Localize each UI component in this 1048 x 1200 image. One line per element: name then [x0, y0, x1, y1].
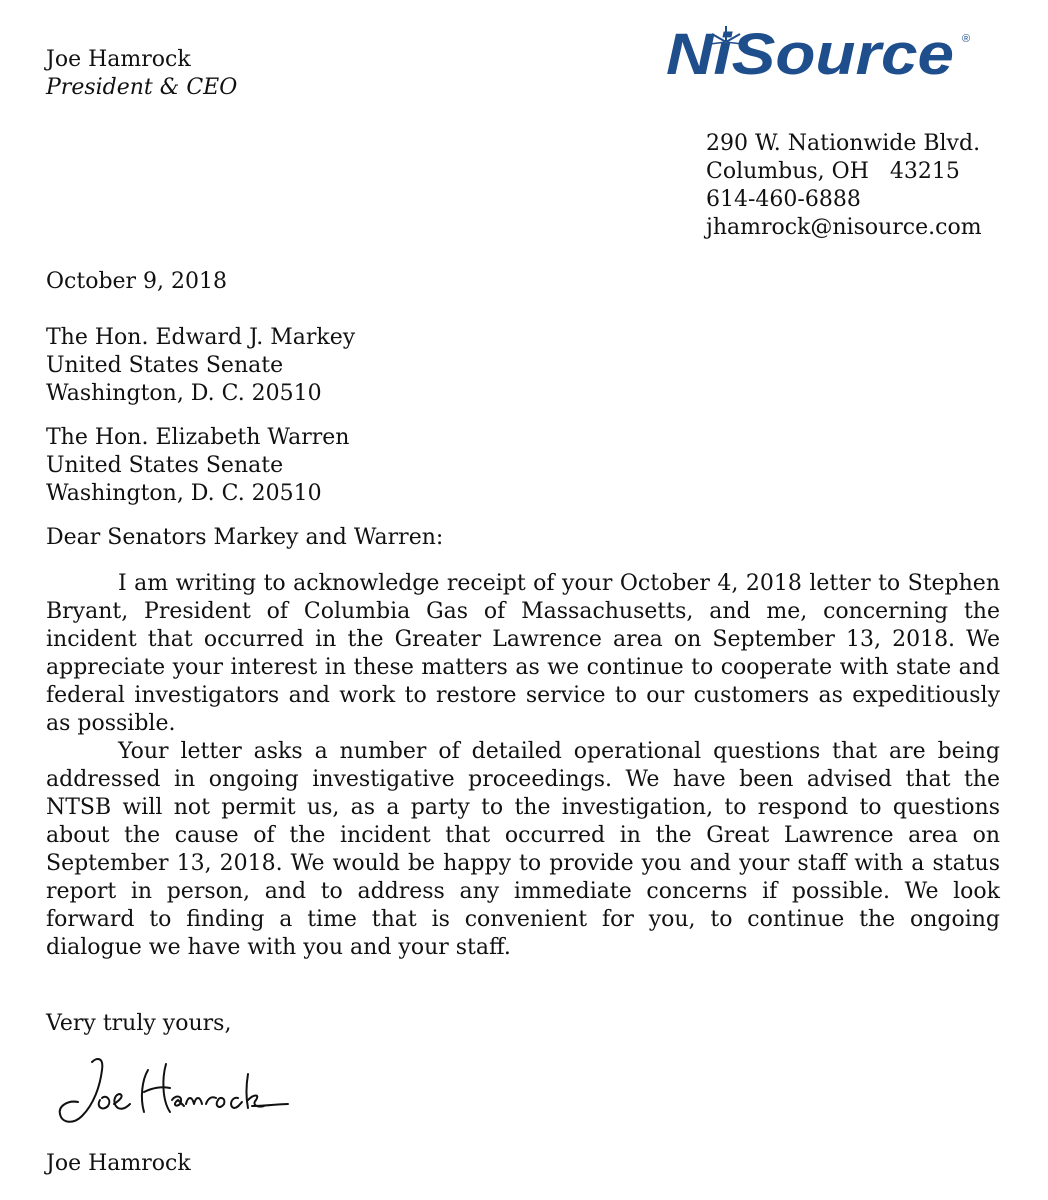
recipient-city: Washington, D. C. 20510	[46, 481, 322, 506]
letter-date: October 9, 2018	[46, 269, 228, 294]
body-paragraph: Your letter asks a number of detailed operational questions that are being addressed in ongoing investigative proceedings. We have been advised that the NTSB will not permit us, as a party to the investigation, to respond to questions about the cause of the incident that occurred in the Great Lawrence area on September 13, 2018. We would be happy to provide you and your staff with a status report in person, and to address any immediate concerns if possible. We look forward to finding a time that is convenient for you, to continue the ongoing dialogue we have with you and your staff.	[46, 739, 1000, 960]
sender-title: President & CEO	[46, 75, 238, 100]
recipient-block	[46, 424, 349, 508]
signed-name: Joe Hamrock	[46, 1151, 191, 1176]
sender-block	[46, 46, 237, 102]
recipient-name: The Hon. Elizabeth Warren	[46, 425, 350, 450]
recipient-org: United States Senate	[46, 453, 284, 478]
address-block	[706, 130, 982, 242]
closing: Very truly yours,	[46, 1011, 232, 1036]
recipient-org: United States Senate	[46, 353, 284, 378]
address-street: 290 W. Nationwide Blvd.	[706, 131, 981, 156]
nisource-logo	[664, 22, 974, 84]
body-paragraph: I am writing to acknowledge receipt of your October 4, 2018 letter to Stephen Bryant, President of Columbia Gas of Massachusetts, and me, concerning the incident that occurred in the Greater Lawrence area on September 13, 2018. We appreciate your interest in these matters as we continue to cooperate with state and federal investigators and work to restore service to our customers as expeditiously as possible.	[46, 571, 1000, 736]
address-email: jhamrock@nisource.com	[706, 215, 982, 240]
logo-text: NiSource	[666, 22, 954, 84]
address-city-state-zip: Columbus, OH 43215	[706, 159, 960, 184]
address-phone: 614-460-6888	[706, 187, 861, 212]
logo-registered-mark: ®	[962, 33, 971, 45]
recipient-city: Washington, D. C. 20510	[46, 381, 322, 406]
recipient-name: The Hon. Edward J. Markey	[46, 325, 356, 350]
recipient-block	[46, 324, 355, 408]
salutation: Dear Senators Markey and Warren:	[46, 525, 444, 550]
signature	[52, 1050, 302, 1134]
sender-name: Joe Hamrock	[46, 47, 191, 72]
